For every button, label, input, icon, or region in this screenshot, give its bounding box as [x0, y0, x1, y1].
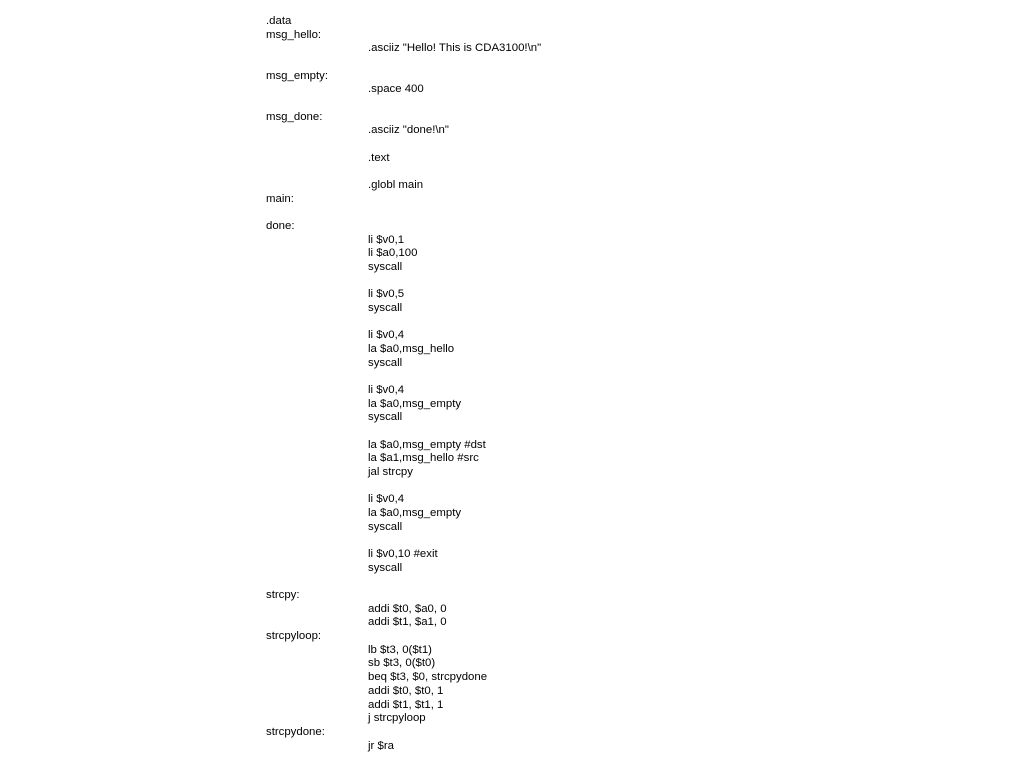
- code-label: strcpydone:: [266, 725, 325, 738]
- code-label: done:: [266, 220, 295, 233]
- code-label: main:: [266, 192, 294, 205]
- code-instruction: la $a1,msg_hello #src: [368, 452, 479, 465]
- code-instruction: beq $t3, $0, strcpydone: [368, 671, 488, 684]
- code-instruction: addi $t0, $a0, 0: [368, 602, 447, 615]
- code-instruction: .text: [368, 151, 390, 164]
- code-instruction: lb $t3, 0($t1): [368, 643, 432, 656]
- code-instruction: sb $t3, 0($t0): [368, 657, 436, 670]
- code-instruction: syscall: [368, 411, 403, 424]
- code-instruction: syscall: [368, 302, 403, 315]
- code-instruction: jr $ra: [368, 739, 394, 752]
- code-instruction: addi $t0, $t0, 1: [368, 684, 444, 697]
- code-instruction: li $v0,4: [368, 329, 405, 342]
- code-instruction: jal strcpy: [368, 466, 413, 479]
- code-instruction: la $a0,msg_empty: [368, 397, 462, 410]
- code-instruction: li $a0,100: [368, 247, 418, 260]
- code-instruction: syscall: [368, 520, 403, 533]
- code-label: msg_hello:: [266, 28, 322, 41]
- code-instruction: li $v0,4: [368, 493, 405, 506]
- code-instruction: syscall: [368, 261, 403, 274]
- code-instruction: .globl main: [368, 179, 424, 192]
- code-instruction: la $a0,msg_hello: [368, 343, 455, 356]
- code-instruction: li $v0,5: [368, 288, 405, 301]
- code-instruction: la $a0,msg_empty #dst: [368, 438, 486, 451]
- code-instruction: .asciiz "Hello! This is CDA3100!\n": [368, 42, 542, 55]
- code-instruction: addi $t1, $t1, 1: [368, 698, 444, 711]
- code-label: strcpy:: [266, 589, 300, 602]
- code-label: .data: [266, 15, 292, 27]
- code-instruction: .asciiz "done!\n": [368, 124, 449, 137]
- code-label: msg_empty:: [266, 69, 329, 82]
- code-instruction: j strcpyloop: [368, 712, 426, 725]
- code-instruction: la $a0,msg_empty: [368, 507, 462, 520]
- code-instruction: syscall: [368, 356, 403, 369]
- code-label: msg_done:: [266, 110, 323, 123]
- code-instruction: addi $t1, $a1, 0: [368, 616, 447, 629]
- code-instruction: .space 400: [368, 83, 424, 96]
- code-instruction: li $v0,10 #exit: [368, 548, 438, 561]
- code-label: strcpyloop:: [266, 630, 322, 643]
- code-instruction: syscall: [368, 561, 403, 574]
- code-instruction: li $v0,1: [368, 233, 405, 246]
- code-instruction: li $v0,4: [368, 384, 405, 397]
